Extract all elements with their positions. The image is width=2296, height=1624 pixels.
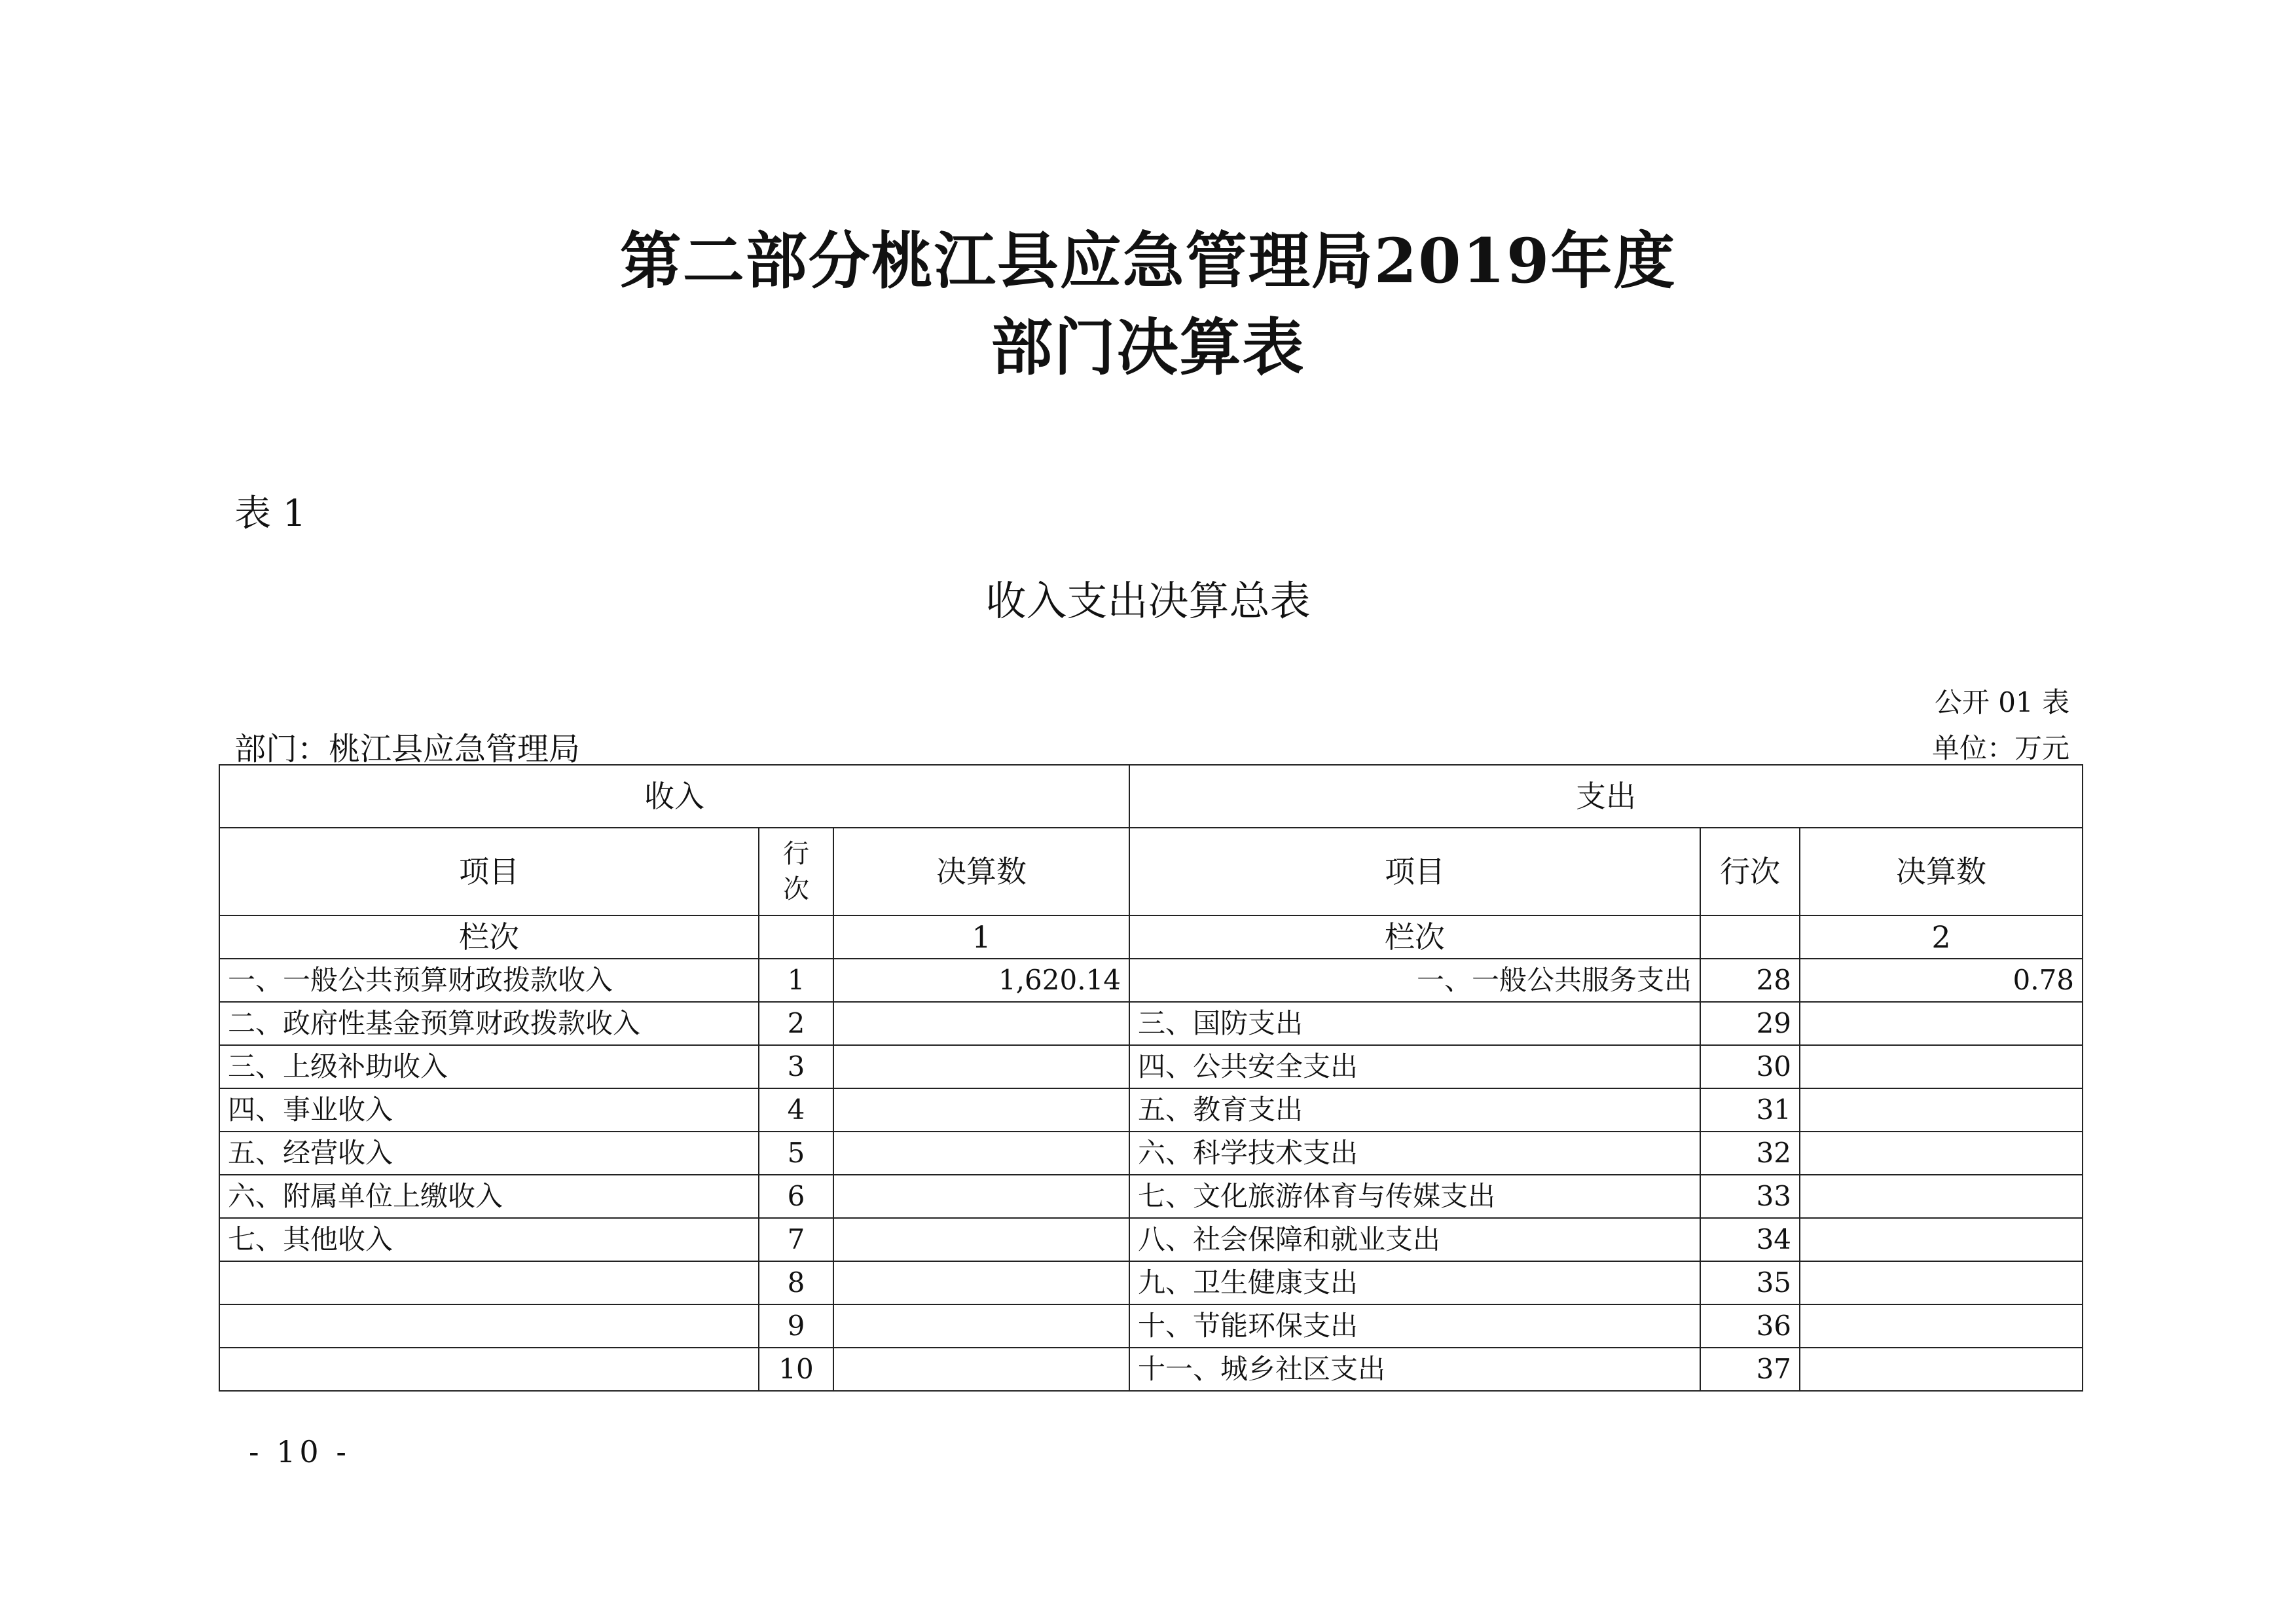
income-row-no-cell: 6 [759, 1175, 833, 1218]
table-heading: 收入支出决算总表 [985, 577, 1311, 625]
table-row [219, 1002, 2083, 1045]
income-column-index-empty [759, 915, 833, 959]
income-row-no-cell: 4 [759, 1088, 833, 1132]
document-title-line2: 部门决算表 [991, 312, 1305, 384]
income-row-no-cell: 5 [759, 1132, 833, 1175]
income-item-cell: 七、其他收入 [219, 1218, 759, 1261]
expense-row-no-cell: 35 [1700, 1261, 1800, 1304]
income-row-no-cell: 8 [759, 1261, 833, 1304]
expense-row-no-cell: 34 [1700, 1218, 1800, 1261]
expense-row-no-cell: 33 [1700, 1175, 1800, 1218]
expense-amount-header: 决算数 [1800, 828, 2083, 915]
expense-row-no-header: 行次 [1700, 828, 1800, 915]
table-row [219, 1348, 2083, 1391]
expense-amount-cell [1800, 1348, 2083, 1391]
expense-row-no-cell: 37 [1700, 1348, 1800, 1391]
expense-amount-cell [1800, 1088, 2083, 1132]
income-amount-cell [833, 1348, 1129, 1391]
group-header-row [219, 765, 2083, 828]
table-label: 表 1 [234, 492, 306, 535]
income-item-cell: 六、附属单位上缴收入 [219, 1175, 759, 1218]
expense-item-cell: 六、科学技术支出 [1129, 1132, 1700, 1175]
expense-item-cell: 一、一般公共服务支出 [1129, 959, 1700, 1002]
income-amount-cell [833, 1261, 1129, 1304]
unit-label: 单位：万元 [1931, 732, 2069, 764]
expense-item-header: 项目 [1129, 828, 1700, 915]
column-header-row [219, 828, 2083, 915]
column-index-row [219, 915, 2083, 959]
income-amount-cell [833, 1045, 1129, 1088]
income-amount-cell: 1,620.14 [833, 959, 1129, 1002]
expense-item-cell: 八、社会保障和就业支出 [1129, 1218, 1700, 1261]
income-item-cell [219, 1304, 759, 1348]
income-row-no-cell: 3 [759, 1045, 833, 1088]
income-item-cell [219, 1261, 759, 1304]
income-item-cell: 五、经营收入 [219, 1132, 759, 1175]
expense-amount-cell [1800, 1175, 2083, 1218]
income-row-no-cell: 9 [759, 1304, 833, 1348]
expense-row-no-cell: 30 [1700, 1045, 1800, 1088]
income-amount-cell [833, 1218, 1129, 1261]
expense-item-cell: 九、卫生健康支出 [1129, 1261, 1700, 1304]
expense-amount-cell [1800, 1132, 2083, 1175]
expense-item-cell: 十、节能环保支出 [1129, 1304, 1700, 1348]
table-row [219, 1218, 2083, 1261]
table-row [219, 1261, 2083, 1304]
expense-item-cell: 七、文化旅游体育与传媒支出 [1129, 1175, 1700, 1218]
expense-row-no-cell: 32 [1700, 1132, 1800, 1175]
income-amount-cell [833, 1088, 1129, 1132]
income-amount-cell [833, 1175, 1129, 1218]
income-row-no-header-bottom: 次 [783, 874, 809, 904]
expense-item-cell: 三、国防支出 [1129, 1002, 1700, 1045]
expense-amount-cell: 0.78 [1800, 959, 2083, 1002]
expense-row-no-cell: 31 [1700, 1088, 1800, 1132]
income-item-cell: 三、上级补助收入 [219, 1045, 759, 1088]
expense-item-cell: 四、公共安全支出 [1129, 1045, 1700, 1088]
income-item-cell: 二、政府性基金预算财政拨款收入 [219, 1002, 759, 1045]
table-row [219, 1045, 2083, 1088]
income-item-header: 项目 [219, 828, 759, 915]
table-row [219, 1132, 2083, 1175]
income-item-cell [219, 1348, 759, 1391]
income-amount-cell [833, 1132, 1129, 1175]
document-title-line1: 第二部分桃江县应急管理局2019年度 [619, 225, 1677, 297]
form-code: 公开 01 表 [1934, 686, 2069, 718]
expense-column-index-value: 2 [1800, 915, 2083, 959]
table-row [219, 1304, 2083, 1348]
income-row-no-header [759, 828, 833, 915]
page-number: - 10 - [249, 1434, 350, 1469]
expense-row-no-cell: 28 [1700, 959, 1800, 1002]
income-row-no-cell: 7 [759, 1218, 833, 1261]
income-row-no-cell: 1 [759, 959, 833, 1002]
expense-item-cell: 五、教育支出 [1129, 1088, 1700, 1132]
expense-row-no-cell: 29 [1700, 1002, 1800, 1045]
income-row-no-cell: 10 [759, 1348, 833, 1391]
income-item-cell: 一、一般公共预算财政拨款收入 [219, 959, 759, 1002]
expense-row-no-cell: 36 [1700, 1304, 1800, 1348]
expense-group-header: 支出 [1129, 765, 2083, 828]
income-amount-cell [833, 1304, 1129, 1348]
table-row [219, 1175, 2083, 1218]
income-column-index-value: 1 [833, 915, 1129, 959]
income-amount-cell [833, 1002, 1129, 1045]
expense-amount-cell [1800, 1002, 2083, 1045]
expense-amount-cell [1800, 1045, 2083, 1088]
table-row [219, 1088, 2083, 1132]
expense-amount-cell [1800, 1218, 2083, 1261]
income-amount-header: 决算数 [833, 828, 1129, 915]
expense-column-index-label: 栏次 [1129, 915, 1700, 959]
income-item-cell: 四、事业收入 [219, 1088, 759, 1132]
expense-item-cell: 十一、城乡社区支出 [1129, 1348, 1700, 1391]
expense-amount-cell [1800, 1304, 2083, 1348]
expense-amount-cell [1800, 1261, 2083, 1304]
income-expense-table [219, 764, 2083, 1392]
department-label: 部门：桃江县应急管理局 [234, 731, 581, 767]
income-row-no-header-top: 行 [783, 839, 809, 869]
income-group-header: 收入 [219, 765, 1129, 828]
income-row-no-cell: 2 [759, 1002, 833, 1045]
income-column-index-label: 栏次 [219, 915, 759, 959]
table-row [219, 959, 2083, 1002]
expense-column-index-empty [1700, 915, 1800, 959]
